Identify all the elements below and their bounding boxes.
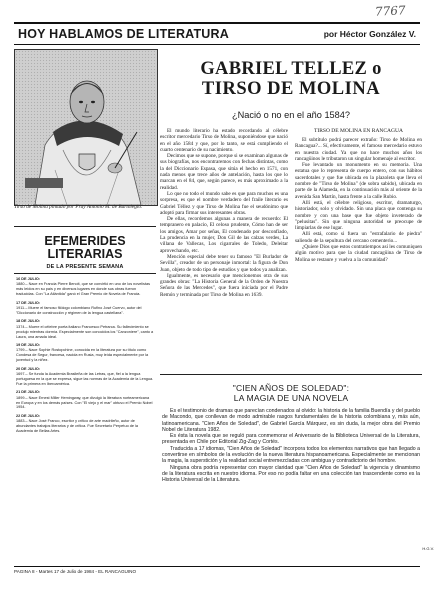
tirso-portrait-photo bbox=[14, 49, 158, 206]
page-footer: PAGINA 8 - Martes 17 de Julio de 1984 - EL RANCAGUINO bbox=[14, 566, 420, 574]
paragraph: Allí está, como si fuera un "estrafalario de piedra" saliendo de la sepultura del cercano cementerio... bbox=[295, 231, 422, 244]
efemeride-entry bbox=[14, 367, 156, 387]
paragraph: Decimos que se supone, porque si se examinan algunas de sus biografías, nos encontraremos con fechas distintas, como la del Diccionario Espasa, que sitúa el hecho en 1571, con nada menos que trece años de antelación, hasta los que lo marcan en el 84, que, según parece, es más aproximado a la realidad. bbox=[160, 153, 289, 191]
efemeride-text: 1374.– Muere el célebre poeta italiano Francesco Petrarca. Su fallecimiento se produjo mientras dormía. Especialmente son conocidos los "Canzoniere", canto a Laura, una amada ideal. bbox=[16, 324, 154, 339]
handwritten-archive-number: 7767 bbox=[375, 3, 407, 19]
efemeride-entry bbox=[14, 319, 156, 339]
efemeride-entry bbox=[14, 390, 156, 410]
efemeride-entry bbox=[14, 277, 156, 297]
paragraph: Es el testimonio de dramas que parecían condenados al olvido: la historia de la familia Buendía y del pueblo de Macondo, que conllevan de modo admirable rasgos fundamentales de la historia colombiana y, más aún, latinoamericana. "Cien Años de Soledad", de Gabriel García Márquez, es sin duda, la mejor obra del Premio Nobel de Literatura 1982. bbox=[162, 408, 420, 433]
paragraph: Igualmente, es necesario que mencionemos otra de sus grandes obras: "La Historia General de la Orden de Nuestra Señora de las Mercedes", que fuera iniciada por el Padre Remón y terminada por Tirso de Molina en 1639. bbox=[160, 272, 288, 298]
divider bbox=[160, 374, 422, 376]
paragraph: Allí está, el célebre religioso, escritor, dramaturgo, historiador, solo y olvidado. Sin una placa que contenga su nombre y con una base que fue objeto inveterado de "pelusitas". Sin que ninguna autoridad se preocupe de limpiarlas de ese lugar. bbox=[295, 199, 422, 232]
efemeride-date: 16 DE JULIO: bbox=[16, 277, 41, 281]
second-article-title-line1: "CIEN AÑOS DE SOLEDAD": bbox=[232, 383, 350, 393]
photo-caption: Tirso de Molina pintado por Fray Antonio M. de Bartolegio. bbox=[14, 204, 143, 210]
paragraph: Lo que no todo el mundo sabe es que para muchos es una sorpresa, es que el nombre verdadero del fraile literario es Gabriel Téllez y que Tirso de Molina fue el seudónimo que adoptó para firmar sus interesantes obras. bbox=[160, 190, 288, 216]
efemeride-text: 1880.– Nace en Francia Pierre Benoit, que se convirtió en uno de los novelistas más leídos en su país y en diversos lugares en donde sus obras fueron traducidas. Con "La Atlántida" ganó el Gran Premio de Novela de Francia. bbox=[16, 282, 151, 297]
paragraph: Traducida a 17 idiomas, "Cien Años de Soledad" incorpora todos los elementos narrativos que han llegado a convertirse en símbolos de la evolución de la nueva literatura hispanoamericana. Especialmente se mencionan la magia, la superstición y la realidad social entremezcladas con ambigua y contradictorio del hombre. bbox=[162, 445, 420, 465]
efemeride-date: 20 DE JULIO: bbox=[16, 366, 41, 371]
paragraph: De ellas, recordemos algunas a manera de recuerdo: El tempranero en palacio, El celoso prudente, Cómo han de ser los amigos, Amar por señas, El condenado por desconfiado, La prudencia en la mujer, Don Gil de las calzas verdes, La villana de Vallecas, Los cigarrales de Toledo, Deleitar aprovechando, etc. bbox=[160, 216, 288, 254]
section-header bbox=[14, 22, 420, 45]
efemeride-text: 1697.– Se funda la Academia Brasileña de las Letras, que, fiel a la lengua portuguesa en la que se expresa, sigue las normas de la Academia de la Lengua. Fue la primera en Iberoamérica. bbox=[16, 372, 154, 386]
efemerides-subtitle: DE LA PRESENTE SEMANA bbox=[46, 264, 124, 270]
efemerides-title-line1: EFEMERIDES bbox=[44, 234, 126, 248]
section-title: HOY HABLAMOS DE LITERATURA bbox=[18, 27, 229, 41]
paragraph: Fue levantado un monumento en su memoria. Una estatua que lo representa de cuerpo entero, con sus hábitos sacerdotales y que fue ubicada en la plazoleta que lleva el nombre de "Tirso de Molina" (de sobra sabido), ubicada en parte de la Alameda, en la continuación más al oriente de la avenida San Martín, hasta frente a la calle Rubio. bbox=[295, 162, 422, 200]
article-subtitle: ¿Nació o no en el año 1584? bbox=[232, 110, 350, 120]
article-column-2 bbox=[295, 128, 422, 263]
efemerides-title-line2: LITERARIAS bbox=[47, 247, 123, 261]
signature-initials: H.G.V. bbox=[422, 546, 434, 551]
efemeride-entry bbox=[14, 301, 156, 316]
efemeride-date: 18 DE JULIO: bbox=[16, 319, 41, 324]
article-title-line2: TIRSO DE MOLINA bbox=[201, 79, 381, 99]
column-heading: TIRSO DE MOLINA EN RANCAGUA bbox=[314, 128, 403, 134]
divider bbox=[14, 273, 156, 274]
second-article-body bbox=[162, 408, 420, 484]
second-article-title bbox=[160, 383, 422, 403]
second-article-title-line2: LA MAGIA DE UNA NOVELA bbox=[233, 393, 349, 403]
efemeride-entry bbox=[14, 343, 156, 363]
efemeride-text: 1899.– Nace Ernest Miller Hemingway, que divulgó la literatura norteamericana en Europa y en los demás países. Con "El viejo y el mar" obtuvo el Premio Nobel 1954. bbox=[16, 395, 153, 410]
article-column-1 bbox=[160, 128, 288, 298]
efemeride-text: 1799.– Nace Sophie Rostopchine, conocida en la literatura por su título como Condesa de Segur, francesa, nacida en Rusia, muy leída especialmente por la juventud y la niñez. bbox=[16, 348, 149, 363]
efemerides-list bbox=[14, 277, 156, 434]
efemeride-date: 17 DE JULIO: bbox=[16, 300, 41, 305]
paragraph: El mundo literario ha estado recordando al célebre escritor mercedario Tirso de Molina, suponiéndose que nació en el año 1584 y que, por lo tanto, se está cumpliendo el cuarto centenario de su nacimiento. bbox=[160, 128, 288, 153]
efemeride-date: 19 DE JULIO: bbox=[16, 342, 41, 347]
efemerides-sidebar bbox=[14, 226, 156, 437]
efemerides-title bbox=[14, 235, 156, 261]
paragraph: ¿Quiere Dios que estos contratiempos así les comuniquen algún motivo para que la ciudad rancagüina de Tirso de Molina se restaure y vuelva a la comunidad? bbox=[295, 244, 422, 263]
portrait-illustration bbox=[15, 50, 157, 205]
byline: por Héctor González V. bbox=[323, 29, 416, 39]
efemeride-date: 21 DE JULIO: bbox=[16, 390, 41, 395]
efemeride-text: 1883.– Nace José Franco, escritor y crítico de arte madrileño, autor de abundantes trabajos literarios y de crítica. Fue Secretario Perpetuo de la Academia de Bellas Artes. bbox=[16, 419, 138, 434]
paragraph: El subtítulo podrá parecer extraño: Tirso de Molina en Rancagua?... Sí, efectivamente, el famoso mercedario estuvo en nuestra ciudad. Ya que no hace muchos años los rancagüinos le tributaron un singular homenaje al escritor. bbox=[295, 137, 422, 162]
article-title-line1: GABRIEL TELLEZ o bbox=[200, 59, 382, 79]
paragraph: Mención especial debe tener su famoso "El Burlador de Sevilla", creador de un personaje inmortal: la figura de Don Juan, objeto de todo tipo de estudios y que todos ya analizan. bbox=[160, 253, 288, 273]
efemeride-entry bbox=[14, 414, 156, 434]
paragraph: Ninguna obra podría representar con mayor claridad que "Cien Años de Soledad" la vigencia y dinamismo de la literatura escrita en nuestro idioma. Por eso no podía faltar en una colección tan trascendente como es la Historia Universal de la Literatura. bbox=[162, 464, 420, 484]
efemeride-date: 22 DE JULIO: bbox=[16, 413, 41, 418]
efemeride-text: 1911.– Muere el famoso filólogo colombiano Rufino José Cuervo, autor del "Diccionario de construcción y régimen de la lengua castellana". bbox=[16, 306, 142, 315]
paragraph: Es ésta la novela que se reguló para conmemorar el Aniversario de la Biblioteca Universal de la Literatura, presentada en Chile por Editorial Zig-Zag y Cortés. bbox=[162, 433, 420, 446]
